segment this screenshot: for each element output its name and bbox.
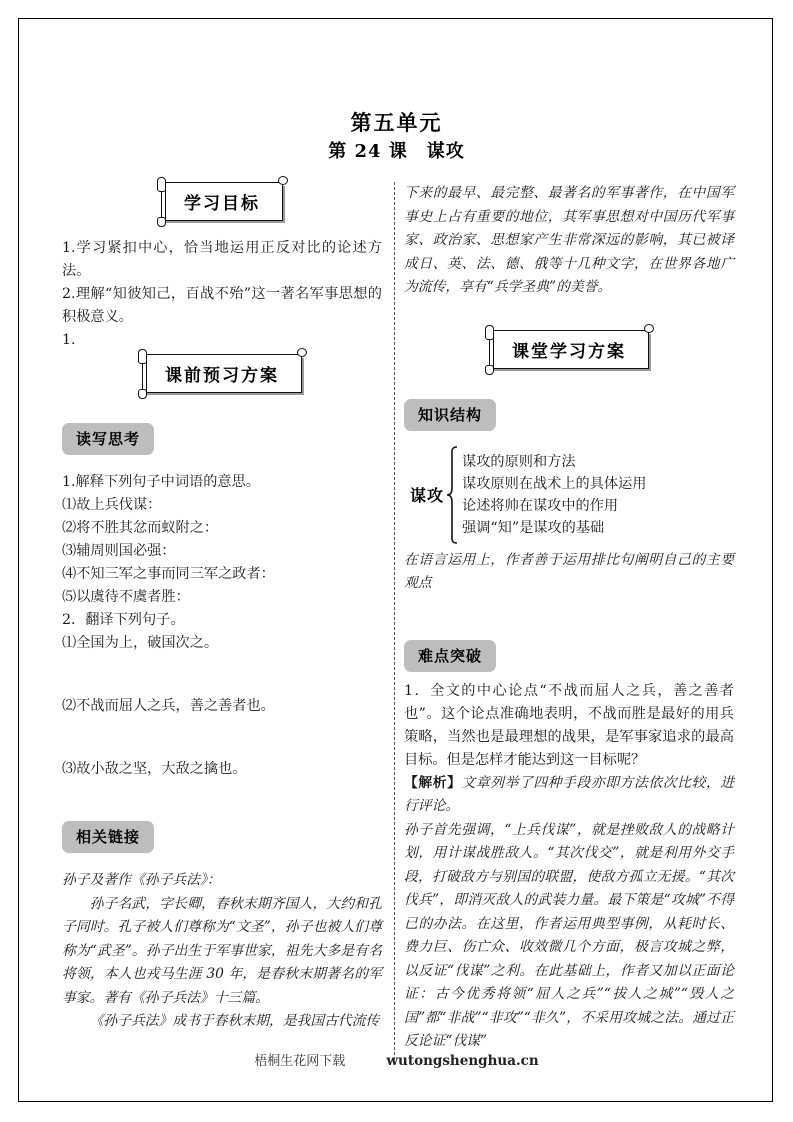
analysis-lead-text: 文章列举了四种手段亦即方法依次比较，进行评论。 bbox=[404, 774, 735, 814]
scroll-spine-icon bbox=[165, 182, 166, 221]
read-think-chip-wrap bbox=[62, 423, 382, 455]
preview-banner-label: 课前预习方案 bbox=[165, 366, 279, 386]
read-think-chip: 读写思考 bbox=[62, 423, 154, 455]
explain-item: ⑵将不胜其忿而蚁附之： bbox=[62, 520, 219, 536]
difficulty-question: 1．全文的中心论点“不战而屈人之兵，善之善者也”。这个论点准确地表明，不战而胜是最好的用兵策略，当然也是最理想的战果，是军事家追求的最高目标。但是怎样才能达到这一目标呢？ bbox=[404, 682, 734, 768]
footer-site-name: 梧桐生花网下载 bbox=[254, 1054, 346, 1069]
links-paragraph: 《孙子兵法》成书于春秋末期，是我国古代流传 bbox=[89, 1013, 380, 1029]
knowledge-chip-wrap bbox=[404, 399, 734, 431]
analysis-label: 【解析】 bbox=[404, 774, 462, 791]
analysis-body: 孙子首先强调，“上兵伐谋”，就是挫败敌人的战略计划，用计谋战胜敌人。“其次伐交”，就是利用外交手段，打破敌方与别国的联盟，使敌方孤立无援。“其次伐兵”，即消灭敌人的武装力量。最下策是“攻城”不得已的办法。在这里，作者运用典型事例，从耗时长、费力巨、伤亡众、收效微几个方面，极言攻城之弊，以反证“伐谋”之利。在此基础上，作者又加以正面论证：古今优秀将领“屈人之兵”“拔人之城”“毁人之国”都“非战”“非攻”“非久”，不采用攻城之法。通过正反论证“伐谋” bbox=[404, 821, 734, 1049]
class-banner bbox=[489, 330, 649, 369]
left-brace-icon bbox=[446, 445, 458, 545]
difficulty-chip-wrap bbox=[404, 640, 734, 672]
class-banner-box bbox=[489, 330, 649, 369]
explain-item: ⑶辅周则国必强： bbox=[62, 543, 176, 559]
explain-item: ⑸以虞待不虞者胜： bbox=[62, 589, 190, 605]
links-heading: 孙子及著作《孙子兵法》： bbox=[62, 872, 221, 888]
knowledge-structure-diagram bbox=[404, 445, 734, 545]
objective-item-1: 1.学习紧扣中心，恰当地运用正反对比的论述方法。 bbox=[62, 240, 382, 279]
scroll-curl-icon bbox=[278, 176, 288, 185]
structure-item: 论述将帅在谋攻中的作用 bbox=[462, 497, 619, 514]
structure-item: 强调“知”是谋攻的基础 bbox=[462, 519, 605, 536]
footer-site-url: wutongshenghua.cn bbox=[386, 1053, 539, 1069]
lesson-title: 第 24 课 谋攻 bbox=[328, 141, 465, 162]
difficulty-chip: 难点突破 bbox=[404, 640, 496, 672]
footer-inner bbox=[254, 1050, 538, 1069]
translate-item: ⑶故小敌之坚，大敌之擒也。 bbox=[62, 761, 247, 777]
preview-banner-wrap bbox=[62, 354, 382, 393]
explain-item: ⑷不知三军之事而同三军之政者： bbox=[62, 566, 275, 582]
analysis-lead-paragraph bbox=[404, 772, 734, 819]
footer bbox=[0, 1050, 793, 1069]
continued-paragraph: 下来的最早、最完整、最著名的军事著作，在中国军事史上占有重要的地位，其军事思想对中国历代军事家、政治家、思想家产生非常深远的影响，其已被译成日、英、法、德、俄等十几种文字，在世界各地广为流传，享有“兵学圣典”的美誉。 bbox=[404, 185, 734, 295]
objective-item-2: 2.理解“知彼知己，百战不殆”这一著名军事思想的积极意义。 bbox=[62, 286, 382, 325]
links-paragraph: 孙子名武，字长卿，春秋末期齐国人，大约和孔子同时。孔子被人们尊称为“文圣”，孙子也被人们尊称为“武圣”。孙子出生于军事世家，祖先大多是有名将领，本人也戎马生涯 30 年，是春秋末期著名的军事家。著有《孙子兵法》十三篇。 bbox=[62, 895, 382, 1006]
right-column bbox=[404, 182, 734, 1062]
objective-item-3: 1. bbox=[62, 332, 76, 348]
structure-item: 谋攻原则在战术上的具体运用 bbox=[462, 475, 647, 492]
links-chip: 相关链接 bbox=[62, 821, 154, 853]
knowledge-chip: 知识结构 bbox=[404, 399, 496, 431]
structure-item: 谋攻的原则和方法 bbox=[462, 453, 576, 470]
links-chip-wrap bbox=[62, 821, 382, 853]
translate-item: ⑵不战而屈人之兵，善之善者也。 bbox=[62, 698, 275, 714]
preview-banner bbox=[142, 354, 302, 393]
scroll-curl-icon bbox=[644, 324, 654, 333]
answer-blank bbox=[62, 718, 382, 758]
explain-heading: 1.解释下列句子中词语的意思。 bbox=[62, 474, 260, 490]
scroll-curl-icon bbox=[297, 348, 307, 357]
answer-blank bbox=[62, 655, 382, 695]
scroll-spine-icon bbox=[146, 354, 147, 393]
objectives-banner bbox=[161, 182, 283, 221]
translate-item: ⑴全国为上，破国次之。 bbox=[62, 635, 219, 651]
unit-title: 第五单元 bbox=[350, 110, 443, 135]
explain-item: ⑴故上兵伐谋： bbox=[62, 497, 162, 513]
left-column bbox=[62, 182, 382, 1062]
objectives-banner-label: 学习目标 bbox=[184, 194, 260, 214]
scroll-spine-icon bbox=[493, 330, 494, 369]
translate-heading: 2．翻译下列句子。 bbox=[62, 612, 185, 628]
objectives-banner-box bbox=[161, 182, 283, 221]
answer-blank bbox=[62, 781, 382, 821]
class-banner-wrap bbox=[404, 330, 734, 369]
preview-banner-box bbox=[142, 354, 302, 393]
page-title bbox=[0, 108, 793, 166]
class-banner-label: 课堂学习方案 bbox=[512, 341, 626, 362]
structure-note: 在语言运用上，作者善于运用排比句阐明自己的主要观点 bbox=[404, 551, 734, 591]
objectives-banner-wrap bbox=[62, 182, 382, 221]
structure-items bbox=[462, 451, 646, 539]
structure-key: 谋攻 bbox=[410, 486, 445, 505]
column-divider bbox=[394, 182, 395, 1060]
